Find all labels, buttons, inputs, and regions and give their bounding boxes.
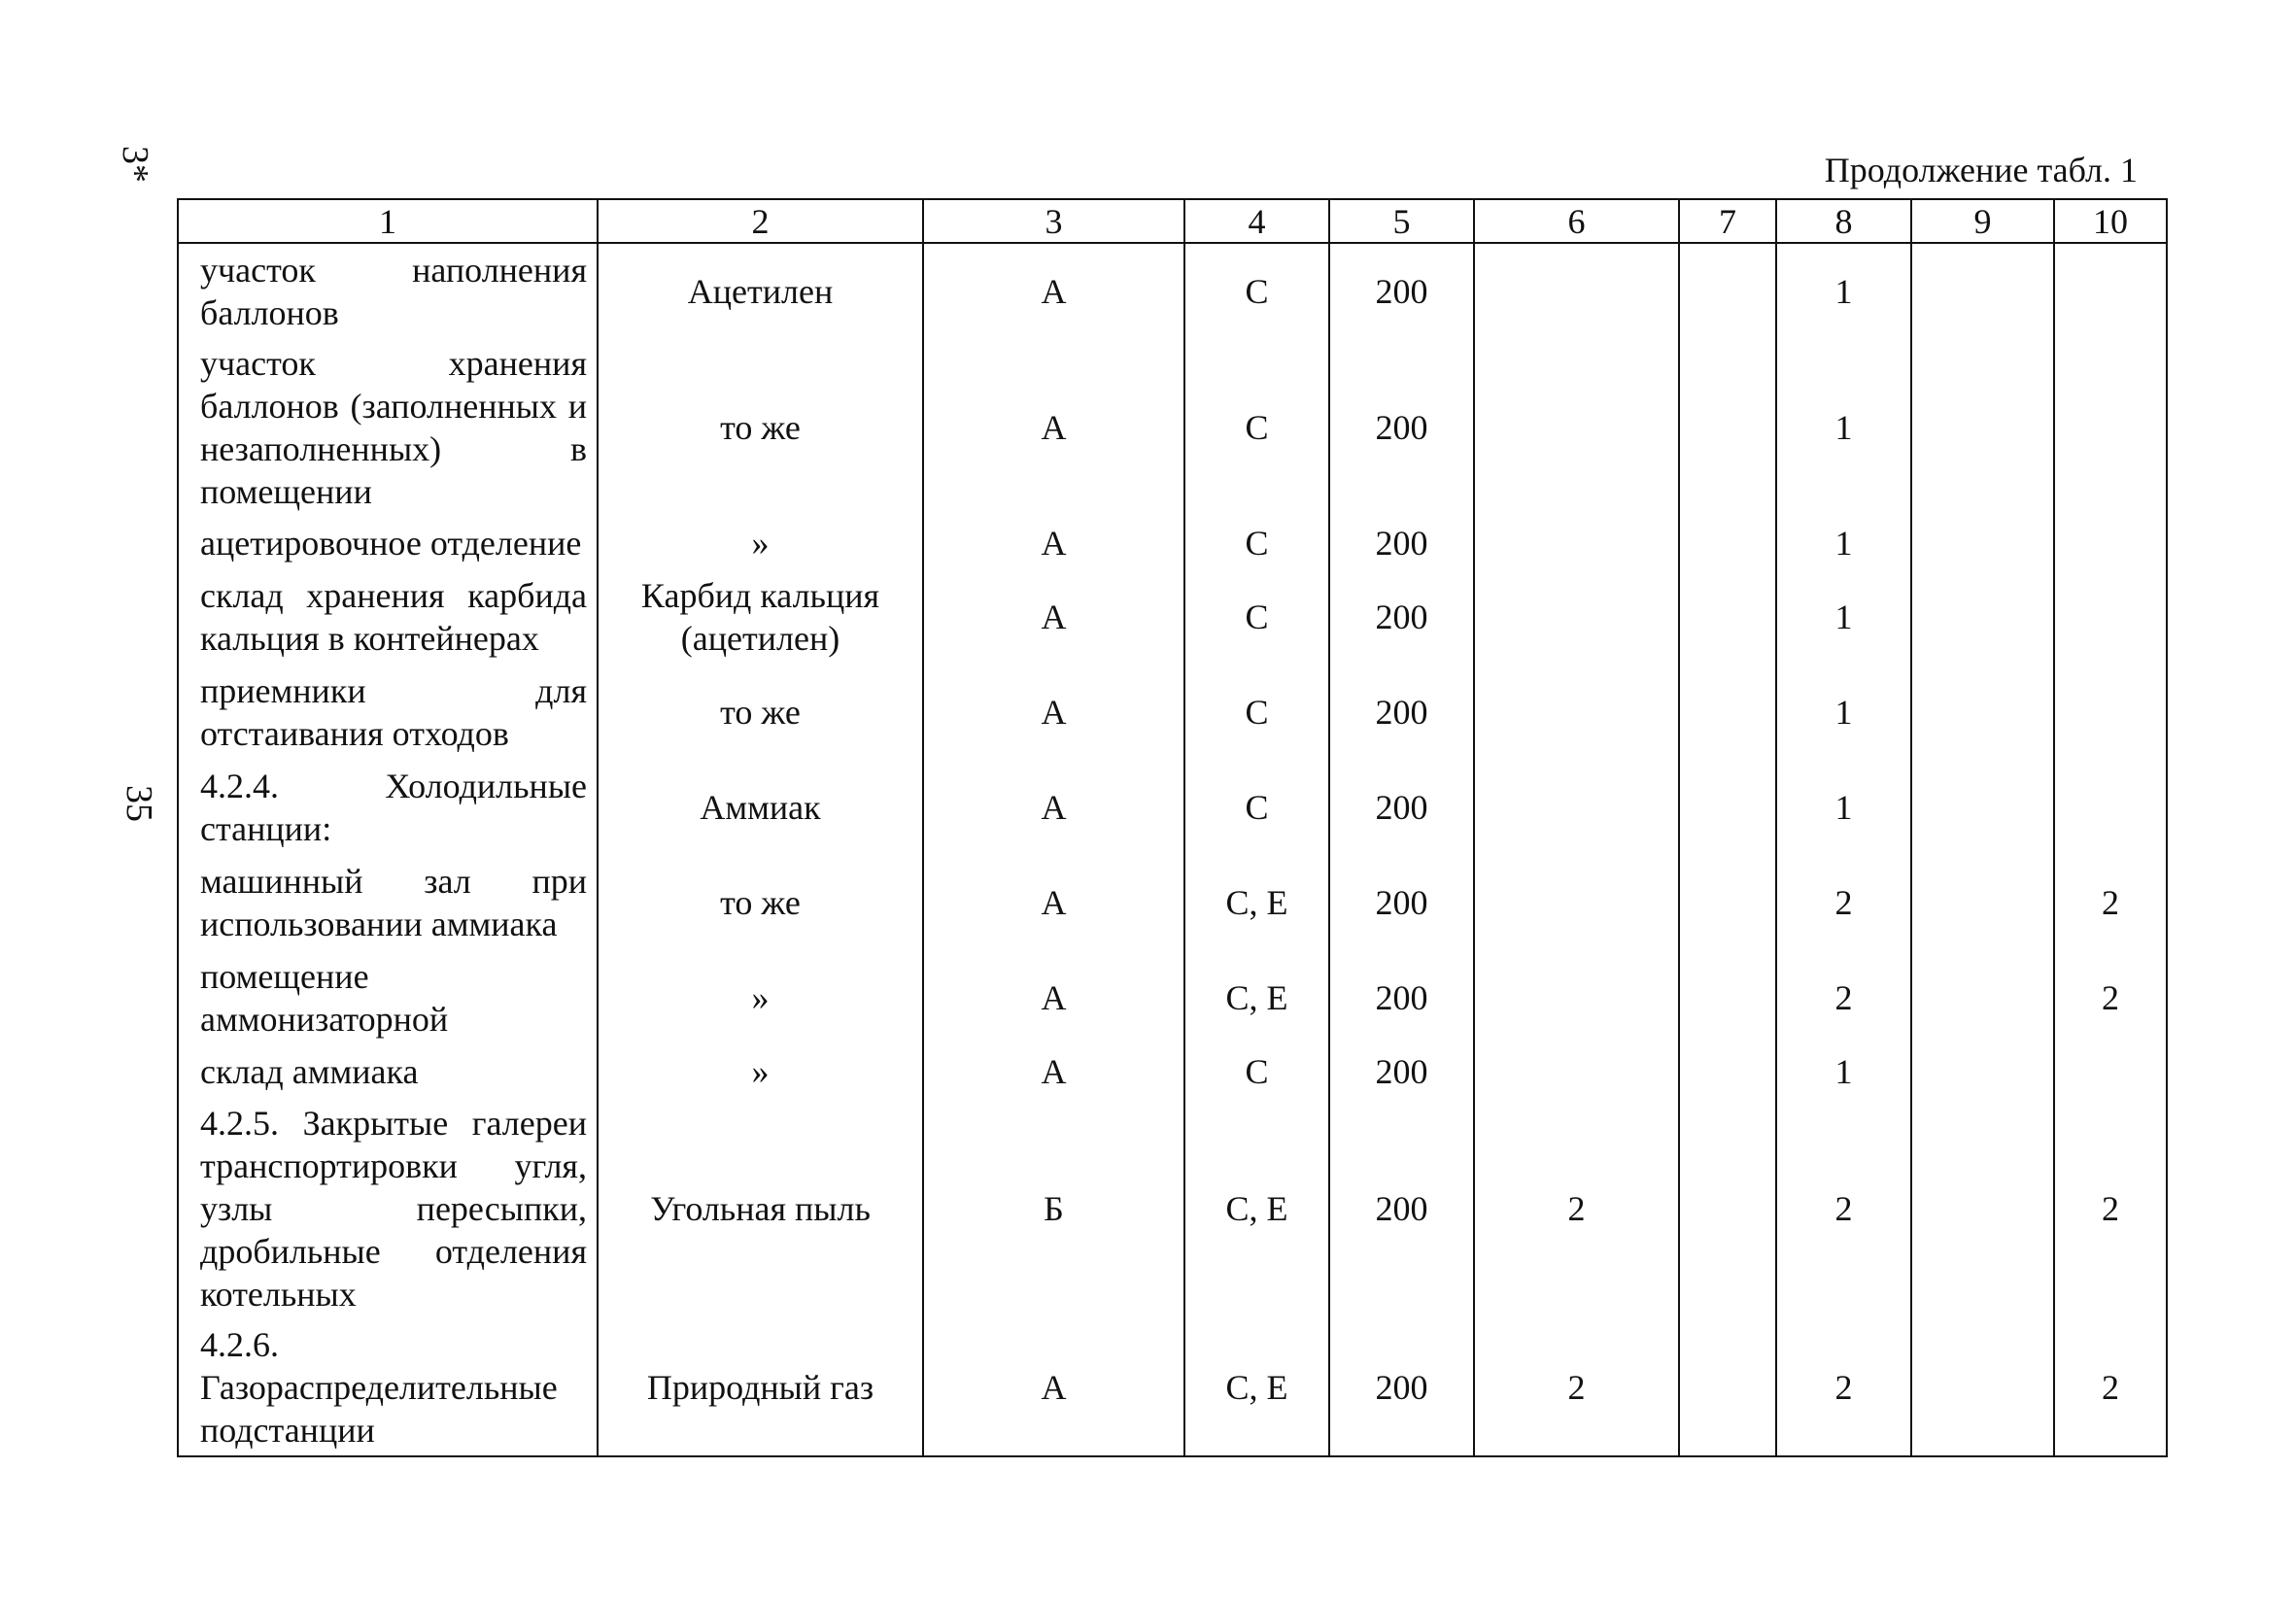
row-label-cell: 4.2.4. Холодильные станции: (178, 760, 598, 855)
table-cell: то же (598, 665, 923, 760)
table-cell (1911, 243, 2054, 338)
table-cell (1679, 569, 1776, 665)
row-label-cell: 4.2.6. Газораспределительные подстанции (178, 1319, 598, 1456)
table-row (178, 760, 2167, 855)
table-cell (1911, 665, 2054, 760)
table-cell: 200 (1329, 1098, 1474, 1319)
table-cell: А (923, 760, 1184, 855)
table-cell: 200 (1329, 517, 1474, 569)
table-row (178, 950, 2167, 1045)
row-label-cell: участок наполнения баллонов (178, 243, 598, 338)
table-cell: А (923, 1045, 1184, 1098)
table-cell (1474, 760, 1679, 855)
table-cell (1911, 1045, 2054, 1098)
table-cell: С (1184, 338, 1329, 517)
table-cell (1474, 665, 1679, 760)
table-cell (1679, 1098, 1776, 1319)
table-cell: 200 (1329, 1045, 1474, 1098)
table-cell: 1 (1776, 569, 1911, 665)
table-cell (1474, 569, 1679, 665)
table-cell: С, Е (1184, 855, 1329, 950)
table-cell: 1 (1776, 1045, 1911, 1098)
table-row (178, 1098, 2167, 1319)
table-cell (2054, 569, 2167, 665)
table-cell: 200 (1329, 855, 1474, 950)
table-row (178, 338, 2167, 517)
table-cell: 1 (1776, 517, 1911, 569)
table-row (178, 1045, 2167, 1098)
table-cell: А (923, 517, 1184, 569)
table-cell: А (923, 855, 1184, 950)
table-cell (1679, 760, 1776, 855)
table-cell: 200 (1329, 665, 1474, 760)
table-cell: Угольная пыль (598, 1098, 923, 1319)
page-marker: 3* (115, 146, 155, 183)
row-label-cell: склад аммиака (178, 1045, 598, 1098)
table-cell (1679, 243, 1776, 338)
table-cell: 2 (1474, 1098, 1679, 1319)
table-cell: С, Е (1184, 1098, 1329, 1319)
table-cell (2054, 760, 2167, 855)
column-header: 6 (1474, 199, 1679, 243)
table-cell: 200 (1329, 950, 1474, 1045)
row-label-cell: машинный зал при использовании аммиака (178, 855, 598, 950)
table-cell: С, Е (1184, 950, 1329, 1045)
table-cell: 200 (1329, 760, 1474, 855)
table-cell (1679, 338, 1776, 517)
table-cell: 2 (1776, 1319, 1911, 1456)
column-header: 1 (178, 199, 598, 243)
table-cell: 1 (1776, 665, 1911, 760)
table-cell (1679, 855, 1776, 950)
table-cell (2054, 665, 2167, 760)
table-cell: С, Е (1184, 1319, 1329, 1456)
table-row (178, 665, 2167, 760)
row-label-cell: ацетировочное отделение (178, 517, 598, 569)
table-cell: С (1184, 665, 1329, 760)
column-header: 5 (1329, 199, 1474, 243)
table-cell: А (923, 1319, 1184, 1456)
table-cell (2054, 517, 2167, 569)
table-cell (2054, 243, 2167, 338)
table-cell: 1 (1776, 760, 1911, 855)
row-label-cell: склад хранения карбида кальция в контейнерах (178, 569, 598, 665)
table-cell (1911, 338, 2054, 517)
table-cell: » (598, 950, 923, 1045)
table-cell: А (923, 569, 1184, 665)
table-cell: А (923, 243, 1184, 338)
row-label-cell: 4.2.5. Закрытые галереи транспортировки угля, узлы пересыпки, дробильные отделения котельных (178, 1098, 598, 1319)
table-cell: Природный газ (598, 1319, 923, 1456)
table-cell: » (598, 517, 923, 569)
table-cell: С (1184, 760, 1329, 855)
table-cell: 1 (1776, 243, 1911, 338)
header-row (178, 199, 2167, 243)
table-cell: 2 (2054, 1319, 2167, 1456)
table-cell (1911, 1319, 2054, 1456)
table-cell: Карбид кальция (ацетилен) (598, 569, 923, 665)
column-header: 3 (923, 199, 1184, 243)
table-row (178, 1319, 2167, 1456)
table-cell: 200 (1329, 243, 1474, 338)
table-cell (1911, 1098, 2054, 1319)
table-cell (1911, 855, 2054, 950)
table-row (178, 855, 2167, 950)
table-row (178, 243, 2167, 338)
column-header: 7 (1679, 199, 1776, 243)
table-cell (1911, 569, 2054, 665)
column-header: 9 (1911, 199, 2054, 243)
table-cell (1679, 950, 1776, 1045)
column-header: 4 (1184, 199, 1329, 243)
table-cell: то же (598, 855, 923, 950)
table-cell: 200 (1329, 569, 1474, 665)
table-cell: 2 (1776, 950, 1911, 1045)
row-label-cell: участок хранения баллонов (заполненных и незаполненных) в помещении (178, 338, 598, 517)
column-header: 10 (2054, 199, 2167, 243)
table-cell (1474, 950, 1679, 1045)
row-label-cell: помещение аммонизаторной (178, 950, 598, 1045)
table-cell: С (1184, 569, 1329, 665)
row-label-cell: приемники для отстаивания отходов (178, 665, 598, 760)
table-cell (2054, 338, 2167, 517)
table-cell (2054, 1045, 2167, 1098)
table-cell (1679, 1045, 1776, 1098)
table-cell: 200 (1329, 338, 1474, 517)
table-cell (1474, 1045, 1679, 1098)
table-cell: 2 (2054, 1098, 2167, 1319)
hazard-table (177, 198, 2168, 1457)
table-cell (1679, 517, 1776, 569)
table-cell (1474, 855, 1679, 950)
table-cell: А (923, 950, 1184, 1045)
table-row (178, 569, 2167, 665)
table-cell: 2 (1474, 1319, 1679, 1456)
table-cell (1911, 517, 2054, 569)
table-cell: А (923, 665, 1184, 760)
table-cell: 2 (2054, 950, 2167, 1045)
table-cell (1474, 338, 1679, 517)
table-cell: Аммиак (598, 760, 923, 855)
table-cell: 200 (1329, 1319, 1474, 1456)
table-cell: 1 (1776, 338, 1911, 517)
table-cell: » (598, 1045, 923, 1098)
table-cell: А (923, 338, 1184, 517)
table-cell: 2 (1776, 1098, 1911, 1319)
table-cell (1911, 760, 2054, 855)
column-header: 8 (1776, 199, 1911, 243)
table-cell: Б (923, 1098, 1184, 1319)
table-cell (1474, 243, 1679, 338)
table-cell (1679, 1319, 1776, 1456)
table-row (178, 517, 2167, 569)
page-number: 35 (119, 785, 159, 822)
table-cell: С (1184, 517, 1329, 569)
table-caption: Продолжение табл. 1 (1824, 151, 2138, 189)
table-cell: 2 (2054, 855, 2167, 950)
table-cell: Ацетилен (598, 243, 923, 338)
table-cell: 2 (1776, 855, 1911, 950)
table-cell (1474, 517, 1679, 569)
table-cell: то же (598, 338, 923, 517)
table-cell: С (1184, 1045, 1329, 1098)
column-header: 2 (598, 199, 923, 243)
table-cell: С (1184, 243, 1329, 338)
table-cell (1911, 950, 2054, 1045)
table-cell (1679, 665, 1776, 760)
